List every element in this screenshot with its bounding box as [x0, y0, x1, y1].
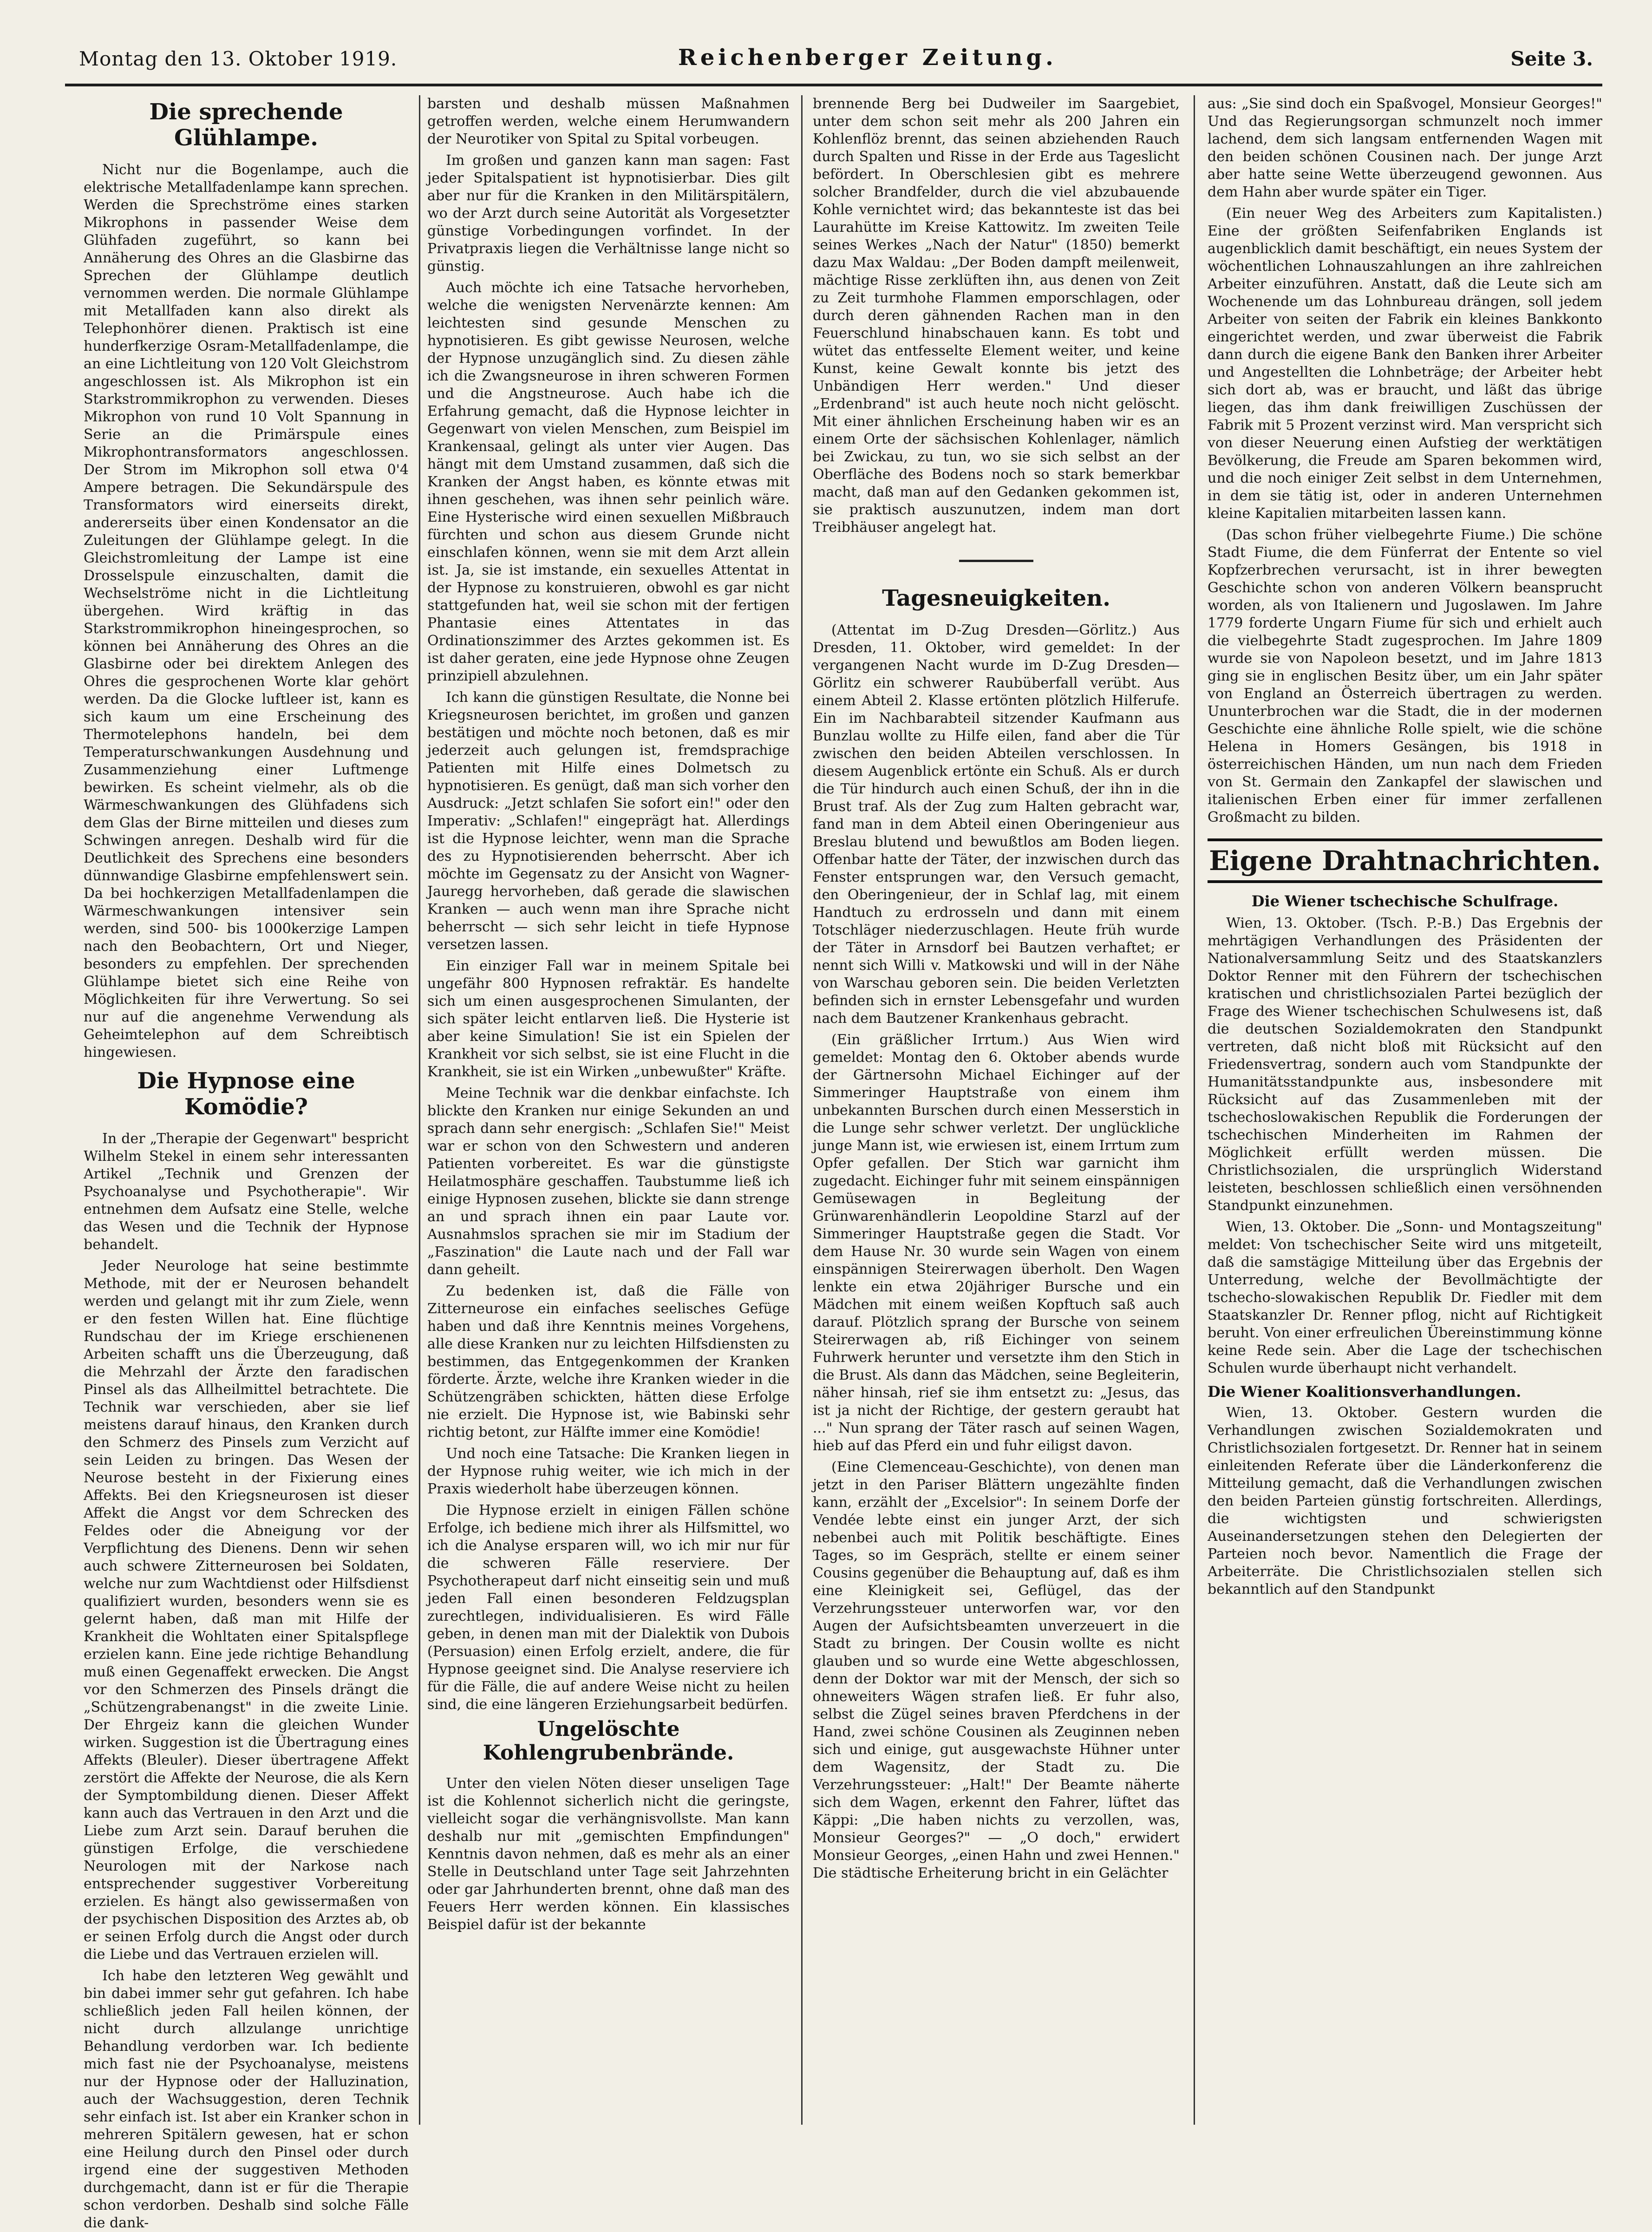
- column-2: [427, 95, 790, 2125]
- newspaper-name: Reichenberger Zeitung.: [678, 45, 1057, 71]
- article-paragraph: Die Hypnose erzielt in einigen Fällen schöne Erfolge, ich bediene mich ihrer als Hilfsmittel, wo ich die Analyse ersparen will, wo ich mir nur für die schweren Fälle reserviere. Der Psychotherapeut darf nicht einseitig sein und muß jeden Fall einen besonderen Feldzugsplan zurechtlegen, individualisieren. Es wird Fälle geben, in denen man mit der Dialektik von Dubois (Persuasion) einen Erfolg erzielt, andere, die für Hypnose geeignet sind. Die Analyse reserviere ich für die Fälle, die auf andere Weise nicht zu heilen sind, die eine längeren Erziehungsarbeit bedürfen.: [427, 1502, 790, 1713]
- article-paragraph: barsten und deshalb müssen Maßnahmen getroffen werden, welche einem Herumwandern der Neurotiker von Spital zu Spital vorbeugen.: [427, 96, 790, 147]
- article-kohlengrubenbraende: [427, 1717, 790, 1934]
- article-paragraph: In der „Therapie der Gegenwart" bespricht Wilhelm Stekel in einem sehr interessanten Artikel „Technik und Grenzen der Psychoanalyse und Psychotherapie". Wir entnehmen dem Aufsatz eine Stelle, welche das Wesen und die Technik der Hypnose behandelt.: [84, 1131, 409, 1253]
- article-title: Die sprechende Glühlampe.: [149, 99, 343, 151]
- article-paragraph: Ich habe den letzteren Weg gewählt und bin dabei immer sehr gut gefahren. Ich habe schließlich jeden Fall heilen können, der nicht durch allzulange unrichtige Behandlung verdorben war. Ich bediente mich fast nie der Psychoanalyse, meistens nur der Hypnose oder der Halluzination, auch der Wachsuggestion, deren Technik sehr einfach ist. Ist aber ein Kranker schon in mehreren Spitälern gewesen, hat er schon eine Heilung durch den Pinsel oder durch irgend eine der suggestiven Methoden durchgemacht, dann ist er für die Therapie schon verdorben. Deshalb sind solche Fälle die dank-: [84, 1968, 409, 2231]
- article-hypnose: [84, 1068, 409, 2232]
- news-item: (Eine Clemenceau-Geschichte), von denen man jetzt in den Pariser Blättern ungezählte finden kann, erzählt der „Excelsior": In seinem Dorfe der Vendée lebte einst ein junger Arzt, der sich nebenbei auch mit Politik beschäftigte. Eines Tages, so im Gespräch, stellte er einem seiner Cousins gegenüber die Behauptung auf, daß es ihm eine Kleinigkeit sei, Geflügel, das der Verzehrungssteuer unterworfen war, vor den Augen der Aufsichtsbeamten unverzeuert in die Stadt zu bringen. Der Cousin wollte es nicht glauben und so wurde eine Wette abgeschlossen, denn der Doktor war mit der Mensch, der sich so ohneweiters Wägen strafen ließ. Er fuhr also, selbst die Zügel seines braven Pferdchens in der Hand, zwei schöne Cousinen als Zeuginnen neben sich und einige, gut ausgewachste Hühner unter dem Wagensitz, der Stadt zu. Die Verzehrungssteuer: „Halt!" Der Beamte näherte sich dem Wagen, erkennt den Fahrer, lüftet das Käppi: „Die haben nichts zu verzollen, was, Monsieur Georges?" — „O doch," erwidert Monsieur Georges, „einen Hahn und zwei Hennen." Die städtische Erheiterung bricht in ein Gelächter: [813, 1459, 1180, 1881]
- column-rule: [801, 95, 803, 2125]
- news-item: (Das schon früher vielbegehrte Fiume.) Die schöne Stadt Fiume, die dem Fünferrat der Entente so viel Kopfzerbrechen verursacht, ist in ihrer bewegten Geschichte schon von anderen Völkern beansprucht worden, als von Italienern und Jugoslawen. Im Jahre 1779 forderte Ungarn Fiume für sich und erhielt auch die vielbegehrte Stadt zugesprochen. Im Jahre 1809 wurde sie von Napoleon besetzt, und im Jahre 1813 ging sie in englischen Besitz über, um ein Jahr später von England an Österreich übertragen zu werden. Ununterbrochen war die Stadt, die in der modernen Geschichte eine ähnliche Rolle spielt, wie die schöne Helena in Homers Gesängen, bis 1918 in österreichischen Händen, um nun nach dem Frieden von St. Germain den Zankapfel der slawischen und italienischen Erben einer für immer zerfallenen Großmacht zu bilden.: [1208, 527, 1602, 825]
- subsection-title: Die Wiener Koalitionsverhandlungen.: [1208, 1383, 1521, 1401]
- column-rule: [419, 95, 420, 2125]
- news-item: (Attentat im D-Zug Dresden—Görlitz.) Aus Dresden, 11. Oktober, wird gemeldet: In der vergangenen Nacht wurde im D-Zug Dresden—Görlitz ein schwerer Raubüberfall verübt. Aus einem Abteil 2. Klasse ertönten plötzlich Hilferufe. Ein im Nachbarabteil sitzender Kaufmann aus Bunzlau wollte zu Hilfe eilen, fand aber die Tür zwischen den beiden Abteilen verschlossen. In diesem Augenblick ertönte ein Schuß. Als er durch die Tür hindurch auch einen Schuß, der ihn in die Brust traf. Als der Zug zum Halten gebracht war, fand man in dem Abteil einen Oberingenieur aus Breslau blutend und bewußtlos am Boden liegen. Offenbar hatte der Täter, der inzwischen durch das Fenster entsprungen war, den Versuch gemacht, den Oberingenieur, der in Schlaf lag, mit einem Handtuch zu erdrosseln und dann mit einem Totschläger niederzuschlagen. Heute früh wurde der Täter in Arnsdorf bei Bautzen verhaftet; er nennt sich Willi v. Matkowski und will in der Nähe von Warschau geboren sein. Die beiden Verletzten befinden sich in ernster Lebensgefahr und wurden nach dem Bautzener Krankenhaus gebracht.: [813, 622, 1180, 1027]
- dispatch-paragraph: Wien, 13. Oktober. Die „Sonn- und Montagszeitung" meldet: Von tschechischer Seite wird uns mitgeteilt, daß die samstägige Mitteilung über das Ergebnis der Unterredung, welche der Bevollmächtigte der tschecho-slowakischen Republik Dr. Fiedler mit dem Staatskanzler Dr. Renner pflog, nicht auf Richtigkeit beruht. Von einer erfreulichen Übereinstimmung könne keine Rede sein. Aber die Lage der tschechischen Schulen wurde überhaupt nicht verhandelt.: [1208, 1219, 1602, 1376]
- dispatch-paragraph: Wien, 13. Oktober. Gestern wurden die Verhandlungen zwischen Sozialdemokraten und Christlichsozialen fortgesetzt. Dr. Renner hat in seinem einleitenden Referate über die Länderkonferenz die Mitteilung gemacht, daß die Verhandlungen zwischen den beiden Parteien günstig fortschreiten. Allerdings, die wichtigsten und schwierigsten Auseinandersetzungen stehen den Delegierten der Parteien noch bevor. Namentlich die Frage der Arbeiterräte. Die Christlichsozialen stellen sich bekanntlich auf den Standpunkt: [1208, 1405, 1602, 1597]
- dispatch-paragraph: Wien, 13. Oktober. (Tsch. P.-B.) Das Ergebnis der mehrtägigen Verhandlungen des Präsidenten der Nationalversammlung Seitz und des Staatskanzlers Doktor Renner mit den Führern der tschechischen kratischen und christlichsozialen Partei bezüglich der Frage des Wiener tschechischen Schulwesens ist, daß die deutschen Sozialdemokraten den Standpunkt vertreten, daß nicht bloß mit Rücksicht auf den Friedensvertrag, sondern auch vom Standpunkte der Humanitätsstandpunkte aus, insbesondere mit Rücksicht auf das Zusammenleben mit der tschechoslowakischen Republik die Forderungen der tschechischen Minderheiten im Rahmen der Möglichkeit erfüllt werden müssen. Die Christlichsozialen, die ursprünglich Widerstand leisteten, beschlossen schließlich einen versöhnenden Standpunkt einzunehmen.: [1208, 915, 1602, 1214]
- column-3: [813, 95, 1180, 2125]
- section-title: Tagesneuigkeiten.: [882, 585, 1110, 611]
- article-paragraph: Auch möchte ich eine Tatsache hervorheben, welche die wenigsten Nervenärzte kennen: Am leichtesten sind gesunde Menschen zu hypnotisieren. Es gibt gewisse Neurosen, welche der Hypnose unzugänglich sind. Zu diesen zähle ich die Zwangsneurose in ihren schweren Formen und die Angstneurose. Auch habe ich die Erfahrung gemacht, daß die Hypnose leichter in Gegenwart von vielen Menschen, zum Beispiel im Krankensaal, gelingt als unter vier Augen. Das hängt mit dem Umstand zusammen, daß sich die Kranken der Angst haben, es könnte etwas mit ihnen geschehen, was ihnen sehr peinlich wäre. Eine Hysterische wird einen sexuellen Mißbrauch fürchten und schon aus diesem Grunde nicht einschlafen können, wenn sie mit dem Arzt allein ist. Ja, sie ist imstande, ein sexuelles Attentat in der Hypnose zu konstruieren, obwohl es gar nicht stattgefunden hat, weil sie schon mit der fertigen Phantasie eines Attentates in das Ordinationszimmer des Arztes gekommen ist. Es ist daher geraten, eine jede Hypnose ohne Zeugen prinzipiell abzulehnen.: [427, 280, 790, 684]
- article-title: Ungelöschte Kohlengrubenbrände.: [483, 1717, 734, 1765]
- section-header-box: [1208, 838, 1602, 883]
- subsection-title: Die Wiener tschechische Schulfrage.: [1251, 892, 1559, 910]
- news-item: (Ein neuer Weg des Arbeiters zum Kapitalisten.) Eine der größten Seifenfabriken Englands ist augenblicklich damit beschäftigt, ein neues System der wöchentlichen Lohnauszahlungen an ihre zahlreichen Arbeiter einzuführen. Anstatt, daß die Leute sich am Wochenende um das Lohnbureau drängen, soll jedem Arbeiter von seiten der Fabrik ein kleines Bankkonto eingerichtet werden, und zwar überweist die Fabrik dann durch die eigene Bank den Banken ihrer Arbeiter und Angestellten die Lohnbeträge; der Arbeiter hebt sich dort ab, was er braucht, und läßt das übrige liegen, das ihm dank freiwilligen Zuschüssen der Fabrik mit 5 Prozent verzinst wird. Man verspricht sich von dieser Neuerung einen Aufstieg der werktätigen Bevölkerung, die Freude am Sparen bekommen wird, und die noch einiger Zeit selbst in dem Unternehmen, in dem sie tätig ist, oder in anderen Unternehmen kleine Kapitalien mitarbeiten lassen kann.: [1208, 205, 1602, 522]
- article-title: Die Hypnose eine Komödie?: [137, 1068, 355, 1120]
- header-rule: [65, 84, 1602, 86]
- column-rule: [1194, 95, 1195, 2125]
- page-number: Seite 3.: [1510, 47, 1593, 70]
- news-item: aus: „Sie sind doch ein Spaßvogel, Monsieur Georges!" Und das Regierungsorgan schmunzelt noch immer lachend, dem sich langsam entfernenden Wagen mit den beiden schönen Cousinen nach. Der junge Arzt aber hatte seine Wette überzeugend gewonnen. Aus dem Hahn aber wurde später ein Tiger.: [1208, 96, 1602, 200]
- article-paragraph: Ich kann die günstigen Resultate, die Nonne bei Kriegsneurosen berichtet, im großen und ganzen bestätigen und möchte noch betonen, daß es mir jederzeit auch gelungen ist, fremdsprachige Patienten mit Hilfe eines Dolmetsch zu hypnotisieren. Es genügt, daß man sich vorher den Ausdruck: „Jetzt schlafen Sie sofort ein!" oder den Imperativ: „Schlafen!" eingeprägt hat. Allerdings ist die Hypnose leichter, wenn man die Sprache des zu Hypnotisierenden beherrscht. Aber ich möchte im Gegensatz zu der Ansicht von Wagner-Jauregg hervorheben, daß gerade die slawischen Kranken — auch wenn man ihre Sprache nicht beherrscht — sich sehr leicht in tiefe Hypnose versetzen lassen.: [427, 689, 790, 953]
- section-title: Eigene Drahtnachrichten.: [1209, 845, 1601, 877]
- section-divider: [959, 560, 1033, 562]
- article-paragraph: Meine Technik war die denkbar einfachste. Ich blickte den Kranken nur einige Sekunden an und sprach dann sehr energisch: „Schlafen Sie!" Meist war er schon von den Schwestern und anderen Patienten vorbereitet. Es war die günstigste Heilatmosphäre geschaffen. Taubstumme ließ ich einige Hypnosen zusehen, blickte sie dann strenge an und sprach ihnen ein paar Laute vor. Ausnahmslos sprachen sie mir im Stadium der „Faszination" die Laute nach und der Fall war dann geheilt.: [427, 1085, 790, 1278]
- article-paragraph: brennende Berg bei Dudweiler im Saargebiet, unter dem schon seit mehr als 200 Jahren ein Kohlenflöz brennt, das seinen abziehenden Rauch durch Spalten und Risse in der Erde aus Tageslicht befördert. In Oberschlesien gibt es mehrere solcher Brandfelder, durch die viel abzubauende Kohle vernichtet wird; das bekannteste ist das bei Laurahütte im Kreise Kattowitz. Im zweiten Teile seines Werkes „Nach der Natur" (1850) bemerkt dazu Max Waldau: „Der Boden dampft meilenweit, mächtige Risse zerklüften ihn, aus denen von Zeit zu Zeit turmhohe Flammen emporschlagen, oder durch deren gähnenden Rachen man in den Feuerschlund hinabschauen kann. Es tobt und wütet das entfesselte Element weiter, und keine Kunst, keine Gewalt konnte bis jetzt des Unbändigen Herr werden." Und dieser „Erdenbrand" ist auch heute noch nicht gelöscht. Mit einer ähnlichen Erscheinung haben wir es an einem Orte der sächsischen Kohlenlager, nämlich bei Zwickau, zu tun, wo sie sich selbst an der Oberfläche des Bodens noch so stark bemerkbar macht, daß man auf den Gedanken gekommen ist, sie praktisch auszunutzen, indem man dort Treibhäuser angelegt hat.: [813, 96, 1180, 536]
- news-item: (Ein gräßlicher Irrtum.) Aus Wien wird gemeldet: Montag den 6. Oktober abends wurde der Gärtnersohn Michael Eichinger auf der Simmeringer Hauptstraße von einem ihm unbekannten Burschen durch einen Messerstich in die Lunge sehr schwer verletzt. Der unglückliche junge Mann ist, wie erwiesen ist, einem Irrtum zum Opfer gefallen. Der Stich war garnicht ihm zugedacht. Eichinger fuhr mit seinem einspännigen Gemüsewagen in Begleitung der Grünwarenhändlerin Leopoldine Starzl auf der Simmeringer Hauptstraße gegen die Stadt. Vor dem Hause Nr. 30 wurde sein Wagen von einem einspännigen Steirerwagen überholt. Den Wagen lenkte ein etwa 20jähriger Bursche und ein Mädchen mit einem weißen Kopftuch saß auch darauf. Plötzlich sprang der Bursche von seinem Steirerwagen ab, riß Eichinger von seinem Fuhrwerk herunter und versetzte ihm den Stich in die Brust. Als dann das Mädchen, seine Begleiterin, näher hinsah, rief sie ihm entsetzt zu: „Jesus, das ist ja nicht der Richtige, der gestern geraubt hat ..." Nun sprang der Täter rasch auf seinen Wagen, hieb auf das Pferd ein und fuhr eiligst davon.: [813, 1032, 1180, 1454]
- article-paragraph: Ein einziger Fall war in meinem Spitale bei ungefähr 800 Hypnosen refraktär. Es handelte sich um einen ausgesprochenen Simulanten, der sich später leicht entlarven ließ. Die Hysterie ist aber keine Simulation! Sie ist ein Spielen der Krankheit vor sich selbst, sie ist eine Flucht in die Krankheit, sie ist ein Wirken „unbewußter" Kräfte.: [427, 958, 790, 1080]
- article-paragraph: Im großen und ganzen kann man sagen: Fast jeder Spitalspatient ist hypnotisierbar. Dies gilt aber nur für die Kranken in den Militärspitälern, wo der Arzt durch seine Autorität als Vorgesetzter günstige Vorbedingungen vorfindet. In der Privatpraxis liegen die Verhältnisse lange nicht so günstig.: [427, 152, 790, 275]
- article-paragraph: Und noch eine Tatsache: Die Kranken liegen in der Hypnose ruhig weiter, wie ich mich in der Praxis wiederholt habe überzeugen können.: [427, 1446, 790, 1497]
- section-tagesneuigkeiten: [813, 585, 1180, 1882]
- article-paragraph: Zu bedenken ist, daß die Fälle von Zitterneurose ein einfaches seelisches Gefüge haben und daß ihre Kenntnis meines Vorgehens, alle diese Kranken nur zu leichten Hilfsdiensten zu bestimmen, das Entgegenkommen der Kranken förderte. Ärzte, welche ihre Kranken wieder in die Schützengräben schickten, hätten diese Erfolge nie erzielt. Die Hypnose ist, wie Babinski sehr richtig betont, zur Hälfte immer eine Komödie!: [427, 1283, 790, 1440]
- article-paragraph: Unter den vielen Nöten dieser unseligen Tage ist die Kohlennot sicherlich nicht die geringste, vielleicht sogar die verhängnisvollste. Man kann deshalb nur mit „gemischten Empfindungen" Kenntnis davon nehmen, daß es mehr als an einer Stelle in Deutschland unter Tage seit Jahrzehnten oder gar Jahrhunderten brennt, ohne daß man des Feuers Herr werden können. Ein klassisches Beispiel dafür ist der bekannte: [427, 1775, 790, 1933]
- column-1: [84, 95, 409, 2231]
- masthead: [74, 43, 1598, 85]
- column-4: [1208, 95, 1602, 2125]
- article-paragraph: Jeder Neurologe hat seine bestimmte Methode, mit der er Neurosen behandelt werden und gelangt mit ihr zum Ziele, wenn er den festen Willen hat. Eine flüchtige Rundschau der im Kriege erschienenen Arbeiten schafft uns die Überzeugung, daß die Mehrzahl der Ärzte den faradischen Pinsel als das Allheilmittel betrachtete. Die Technik war verschieden, aber sie lief meistens darauf hinaus, den Kranken durch den Schmerz des Pinsels zum Verzicht auf sein Leiden zu bringen. Das Wesen der Neurose besteht in der Fixierung eines Affekts. Bei den Kriegsneurosen ist dieser Affekt die Angst vor dem Schrecken des Feldes oder die Abneigung vor der Verpflichtung des Dienens. Denn wir sehen auch schwere Zitterneurosen bei Soldaten, welche nur zum Wachtdienst oder Hilfsdienst qualifiziert wurden, besonders wenn sie es gelernt haben, daß man mit Hilfe der Krankheit die Wohltaten einer Spitalspflege erzielen kann. Eine jede richtige Behandlung muß einen Gegenaffekt erwecken. Die Angst vor den Schmerzen des Pinsels drängt die „Schützengrabenangst" in die zweite Linie. Der Ehrgeiz kann die gleichen Wunder wirken. Suggestion ist die Übertragung eines Affekts (Bleuler). Dieser übertragene Affekt zerstört die Affekte der Neurose, die als Kern der Symptombildung dienen. Dieser Affekt kann auch das Vertrauen in den Arzt und die Liebe zum Arzt sein. Darauf beruhen die günstigen Erfolge, die verschiedene Neurologen mit der Narkose nach entsprechender suggestiver Vorbereitung erzielen. Es hängt also gewissermaßen von der psychischen Disposition des Arztes ab, ob er seinen Erfolg durch die Angst oder durch die Liebe und das Vertrauen erzielen will.: [84, 1258, 409, 1963]
- issue-date: Montag den 13. Oktober 1919.: [79, 47, 398, 70]
- article-sprechende-gluehlampe: [84, 99, 409, 1061]
- article-paragraph: Nicht nur die Bogenlampe, auch die elektrische Metallfadenlampe kann sprechen. Werden die Sprechströme eines starken Mikrophons in passender Weise dem Glühfaden zugeführt, so kann bei Annäherung des Ohres an die Glasbirne das Sprechen der Glühlampe deutlich vernommen werden. Die normale Glühlampe mit Metallfaden kann also direkt als Telephonhörer dienen. Praktisch ist eine hunderfkerzige Osram-Metallfadenlampe, die an eine Lichtleitung von 120 Volt Gleichstrom angeschlossen ist. Als Mikrophon ist ein Starkstrommikrophon zu verwenden. Dieses Mikrophon von rund 10 Volt Spannung in Serie an die Primärspule eines Mikrophontransformators angeschlossen. Der Strom im Mikrophon soll etwa 0'4 Ampere betragen. Die Sekundärspule des Transformators wird einerseits direkt, andererseits über einen Kondensator an die Zuleitungen der Glühlampe gelegt. In die Gleichstromleitung der Lampe ist eine Drosselspule einzuschalten, damit die Wechselströme nicht in die Lichtleitung übergehen. Wird kräftig in das Starkstrommikrophon hineingesprochen, so können bei Annäherung des Ohres an die Glasbirne oder bei direktem Anlegen des Ohres die gesprochenen Worte klar gehört werden. Da die Glocke luftleer ist, kann es sich kaum um eine Erscheinung des Thermotelephons handeln, bei dem Temperaturschwankungen Ausdehnung und Zusammenziehung einer Luftmenge bewirken. Es scheint vielmehr, als ob die Wärmeschwankungen des Glühfadens sich dem Glas der Birne mitteilen und dieses zum Schwingen anregen. Deshalb wird für die Deutlichkeit des Sprechens eine besonders dünnwandige Glasbirne empfehlenswert sein. Da bei hochkerzigen Metallfadenlampen die Wärmeschwankungen intensiver sein werden, sind 500- bis 1000kerzige Lampen nach den Beobachtern, Ort und Nieger, besonders zu empfehlen. Der sprechenden Glühlampe bietet sich eine Reihe von Möglichkeiten für ihre Verwertung. So sei nur auf die angenehme Verwendung als Geheimtelephon auf dem Schreibtisch hingewiesen.: [84, 162, 409, 1060]
